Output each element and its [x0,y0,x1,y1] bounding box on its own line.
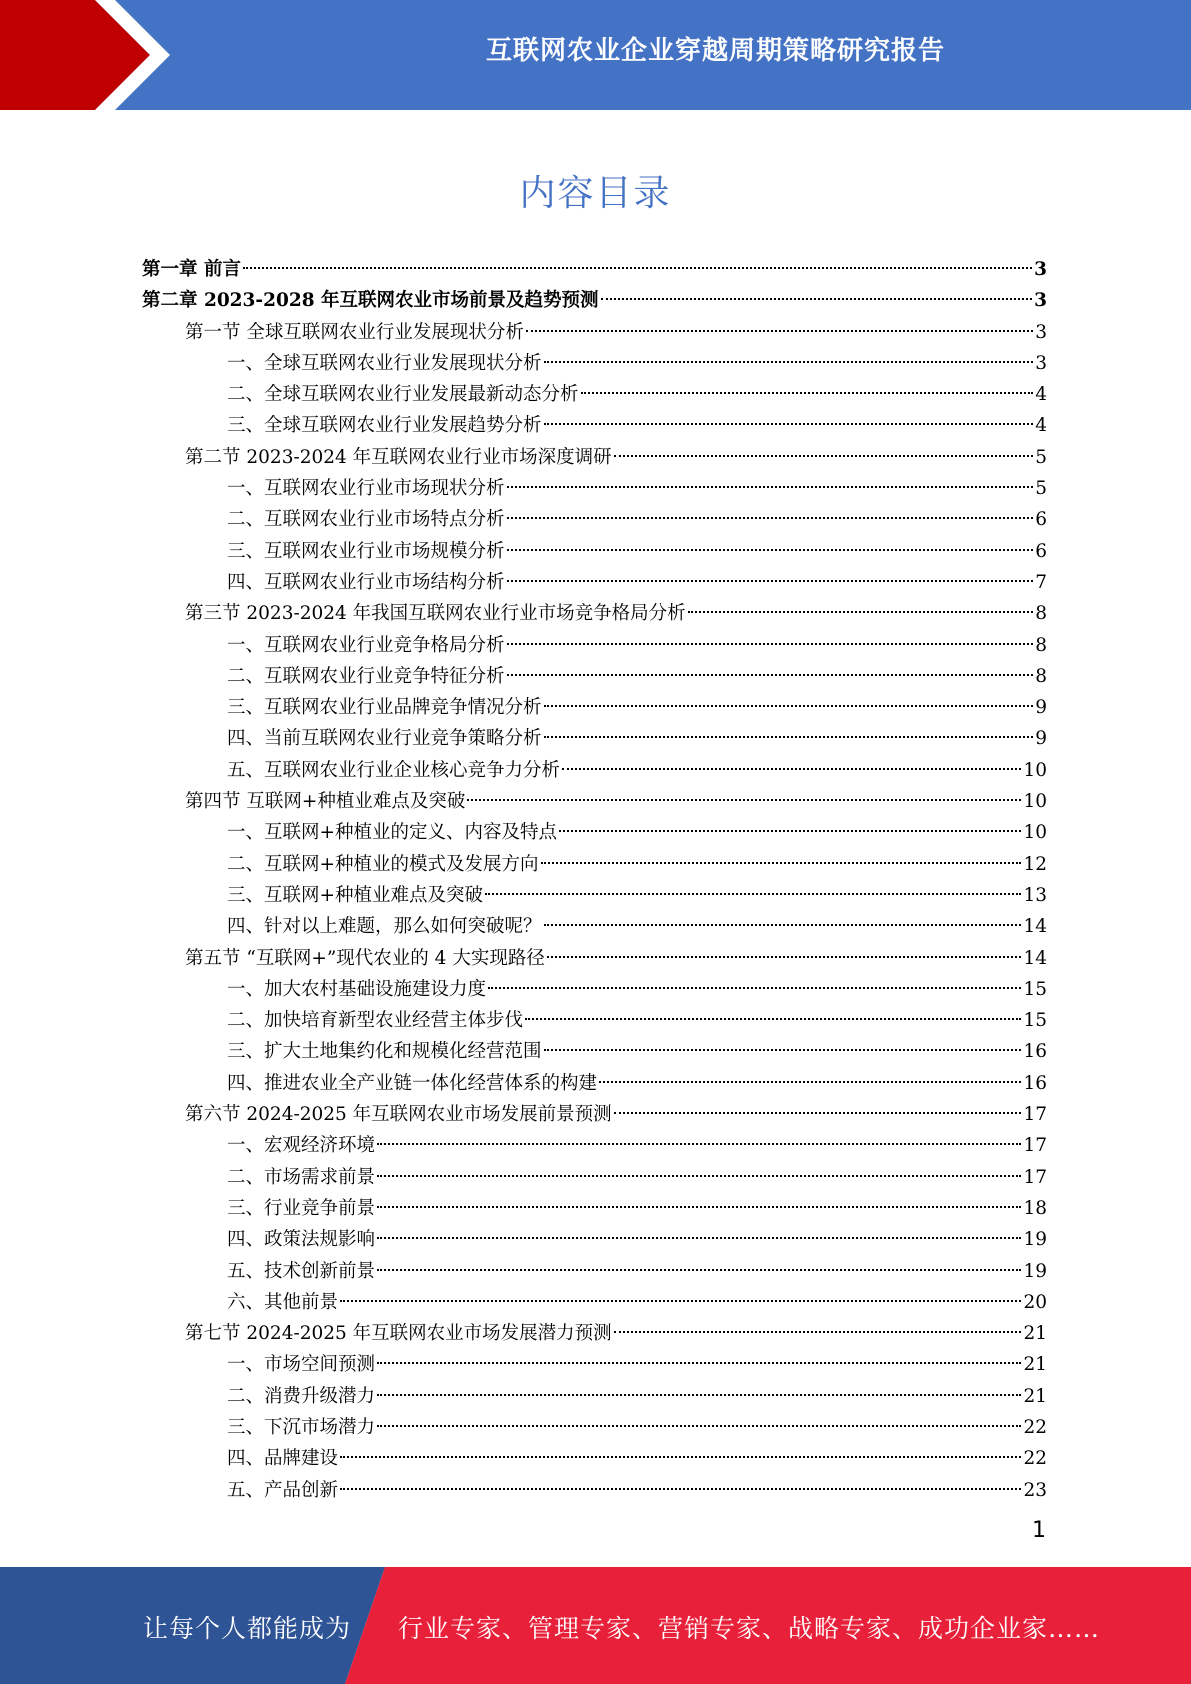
toc-dot-leader [488,987,1021,989]
toc-entry-label: 三、互联网农业行业市场规模分析 [227,540,505,562]
toc-entry[interactable] [142,974,1047,1005]
toc-entry-page: 23 [1023,1479,1047,1501]
toc-dot-leader [544,1049,1022,1051]
toc-dot-leader [377,1143,1021,1145]
toc-entry[interactable] [142,630,1047,661]
toc-dot-leader [340,1300,1021,1302]
toc-entry[interactable] [142,1475,1047,1506]
toc-entry-page: 14 [1023,947,1047,969]
toc-entry-label: 四、针对以上难题，那么如何突破呢？ [227,916,542,938]
toc-entry[interactable] [142,598,1047,629]
toc-entry-page: 4 [1035,384,1047,406]
toc-entry[interactable] [142,1036,1047,1067]
toc-entry-page: 10 [1023,759,1047,781]
toc-entry[interactable] [142,723,1047,754]
toc-entry[interactable] [142,410,1047,441]
toc-entry-label: 五、产品创新 [227,1479,339,1501]
toc-entry-page: 17 [1023,1104,1047,1126]
toc-entry-label: 二、消费升级潜力 [227,1385,376,1407]
toc-dot-leader [544,705,1034,707]
toc-entry-label: 二、互联网农业行业竞争特征分析 [227,665,505,687]
toc-dot-leader [507,486,1034,488]
toc-entry-label: 四、推进农业全产业链一体化经营体系的构建 [227,1072,598,1094]
toc-entry-page: 8 [1035,665,1047,687]
toc-entry-label: 第二章 2023-2028 年互联网农业市场前景及趋势预测 [142,290,599,312]
toc-entry[interactable] [142,317,1047,348]
toc-entry[interactable] [142,1256,1047,1287]
toc-entry-page: 9 [1035,697,1047,719]
toc-entry-label: 第六节 2024-2025 年互联网农业市场发展前景预测 [185,1104,612,1126]
toc-entry-page: 17 [1023,1135,1047,1157]
toc-entry-label: 二、全球互联网农业行业发展最新动态分析 [227,384,579,406]
toc-dot-leader [377,1394,1021,1396]
toc-dot-leader [526,330,1033,332]
toc-dot-leader [377,1206,1021,1208]
toc-entry-label: 五、技术创新前景 [227,1260,376,1282]
toc-entry-page: 22 [1023,1448,1047,1470]
toc-entry[interactable] [142,379,1047,410]
toc-entry-label: 三、全球互联网农业行业发展趋势分析 [227,415,542,437]
toc-entry-label: 三、下沉市场潜力 [227,1416,376,1438]
toc-dot-leader [340,1456,1021,1458]
toc-dot-leader [544,361,1034,363]
toc-dot-leader [562,768,1021,770]
toc-entry-page: 8 [1035,634,1047,656]
toc-entry-page: 21 [1023,1385,1047,1407]
toc-entry-label: 五、互联网农业行业企业核心竞争力分析 [227,759,561,781]
toc-entry-page: 20 [1023,1291,1047,1313]
toc-dot-leader [614,455,1034,457]
toc-dot-leader [544,924,1022,926]
toc-dot-leader [507,674,1034,676]
toc-entry-label: 一、互联网+种植业的定义、内容及特点 [227,822,558,844]
toc-entry-page: 17 [1023,1166,1047,1188]
toc-entry-label: 四、品牌建设 [227,1448,339,1470]
toc-entry-label: 一、互联网农业行业竞争格局分析 [227,634,505,656]
toc-dot-leader [377,1237,1021,1239]
toc-entry-page: 21 [1023,1323,1047,1345]
toc-entry-page: 7 [1035,571,1047,593]
toc-entry[interactable] [142,661,1047,692]
toc-entry-page: 6 [1035,540,1047,562]
toc-entry-label: 一、市场空间预测 [227,1354,376,1376]
toc-entry[interactable] [142,1349,1047,1380]
toc-entry-page: 16 [1023,1072,1047,1094]
toc-entry-page: 16 [1023,1041,1047,1063]
toc-dot-leader [377,1175,1021,1177]
toc-entry-page: 13 [1023,884,1047,906]
toc-entry[interactable] [142,880,1047,911]
toc-entry[interactable] [142,1193,1047,1224]
toc-entry-page: 12 [1023,853,1047,875]
toc-entry-label: 六、其他前景 [227,1291,339,1313]
toc-entry-label: 第五节 “互联网+”现代农业的 4 大实现路径 [185,947,545,969]
toc-entry-page: 15 [1023,978,1047,1000]
toc-entry-label: 一、互联网农业行业市场现状分析 [227,478,505,500]
toc-entry-label: 第二节 2023-2024 年互联网农业行业市场深度调研 [185,446,612,468]
toc-entry[interactable] [142,1224,1047,1255]
toc-dot-leader [377,1269,1021,1271]
toc-dot-leader [559,830,1021,832]
toc-entry-label: 第一节 全球互联网农业行业发展现状分析 [185,321,524,343]
page-footer [0,1567,1191,1684]
footer-slogan-left: 让每个人都能成为 [143,1614,352,1643]
toc-entry-label: 第四节 互联网+种植业难点及突破 [185,791,466,813]
header-arrow-graphic [0,0,260,110]
toc-entry-label: 一、全球互联网农业行业发展现状分析 [227,352,542,374]
toc-entry-label: 一、宏观经济环境 [227,1135,376,1157]
toc-dot-leader [485,893,1021,895]
toc-entry[interactable] [142,817,1047,848]
toc-entry[interactable] [142,692,1047,723]
toc-dot-leader [601,298,1033,300]
toc-dot-leader [377,1425,1021,1427]
toc-entry[interactable] [142,1099,1047,1130]
toc-dot-leader [340,1488,1021,1490]
toc-dot-leader [525,1018,1021,1020]
toc-dot-leader [541,862,1022,864]
toc-entry-page: 6 [1035,509,1047,531]
toc-entry-label: 四、政策法规影响 [227,1229,376,1251]
toc-entry-page: 3 [1034,290,1047,312]
toc-entry[interactable] [142,1068,1047,1099]
toc-entry-page: 3 [1035,352,1047,374]
toc-dot-leader [507,549,1034,551]
footer-slogan-right: 行业专家、管理专家、营销专家、战略专家、成功企业家…… [398,1614,1101,1643]
toc-entry-label: 第七节 2024-2025 年互联网农业市场发展潜力预测 [185,1323,612,1345]
toc-entry-label: 三、扩大土地集约化和规模化经营范围 [227,1041,542,1063]
toc-dot-leader [377,1362,1021,1364]
toc-dot-leader [544,423,1034,425]
toc-entry-label: 四、当前互联网农业行业竞争策略分析 [227,728,542,750]
toc-dot-leader [243,267,1032,269]
toc-dot-leader [581,392,1034,394]
toc-entry[interactable] [142,943,1047,974]
toc-entry-label: 二、互联网+种植业的模式及发展方向 [227,853,539,875]
toc-entry-page: 9 [1035,728,1047,750]
toc-dot-leader [467,799,1021,801]
toc-entry[interactable] [142,786,1047,817]
toc-entry-label: 二、互联网农业行业市场特点分析 [227,509,505,531]
toc-heading: 内容目录 [519,173,672,214]
toc-entry[interactable] [142,1381,1047,1412]
toc-entry-label: 二、市场需求前景 [227,1166,376,1188]
toc-entry-page: 14 [1023,916,1047,938]
toc-entry-page: 10 [1023,791,1047,813]
toc-entry[interactable] [142,1287,1047,1318]
toc-entry[interactable] [142,1443,1047,1474]
toc-entry-page: 3 [1034,259,1047,280]
toc-entry[interactable] [142,348,1047,379]
toc-dot-leader [507,517,1034,519]
toc-entry-page: 3 [1035,321,1047,343]
toc-entry-label: 二、加快培育新型农业经营主体步伐 [227,1010,524,1032]
toc-entry[interactable] [142,504,1047,535]
toc-dot-leader [688,611,1034,613]
toc-dot-leader [507,580,1034,582]
page-header [0,0,1191,110]
toc-dot-leader [547,956,1022,958]
toc-entry[interactable] [142,1005,1047,1036]
toc-entry-label: 第一章 前言 [142,259,241,280]
toc-entry[interactable] [142,536,1047,567]
toc-entry-label: 第三节 2023-2024 年我国互联网农业行业市场竞争格局分析 [185,603,686,625]
toc-entry[interactable] [142,755,1047,786]
toc-entry-page: 18 [1023,1197,1047,1219]
report-title: 互联网农业企业穿越周期策略研究报告 [485,36,945,66]
toc-dot-leader [614,1331,1022,1333]
toc-dot-leader [507,643,1034,645]
toc-entry-page: 5 [1035,478,1047,500]
toc-entry-page: 4 [1035,415,1047,437]
toc-entry[interactable] [142,1130,1047,1161]
toc-entry[interactable] [142,849,1047,880]
toc-entry-page: 15 [1023,1010,1047,1032]
toc-entry-page: 5 [1035,446,1047,468]
toc-entry[interactable] [142,254,1047,285]
toc-entry-page: 19 [1023,1260,1047,1282]
toc-entry[interactable] [142,911,1047,942]
toc-dot-leader [599,1081,1021,1083]
toc-entry-page: 10 [1023,822,1047,844]
toc-entry[interactable] [142,1412,1047,1443]
toc-dot-leader [614,1112,1022,1114]
toc-entry[interactable] [142,1162,1047,1193]
toc-entry-page: 22 [1023,1416,1047,1438]
toc-entry[interactable] [142,473,1047,504]
toc-entry-page: 19 [1023,1229,1047,1251]
toc-dot-leader [544,736,1034,738]
toc-entry-page: 8 [1035,603,1047,625]
toc-entry[interactable] [142,1318,1047,1349]
toc-entry-page: 21 [1023,1354,1047,1376]
toc-entry-label: 一、加大农村基础设施建设力度 [227,978,487,1000]
toc-entry[interactable] [142,442,1047,473]
toc-entry-label: 四、互联网农业行业市场结构分析 [227,571,505,593]
toc-entry-label: 三、行业竞争前景 [227,1197,376,1219]
table-of-contents [142,254,1047,1506]
toc-entry-label: 三、互联网农业行业品牌竞争情况分析 [227,697,542,719]
toc-entry[interactable] [142,285,1047,316]
page-number: 1 [1032,1518,1046,1543]
toc-entry[interactable] [142,567,1047,598]
toc-entry-label: 三、互联网+种植业难点及突破 [227,884,484,906]
